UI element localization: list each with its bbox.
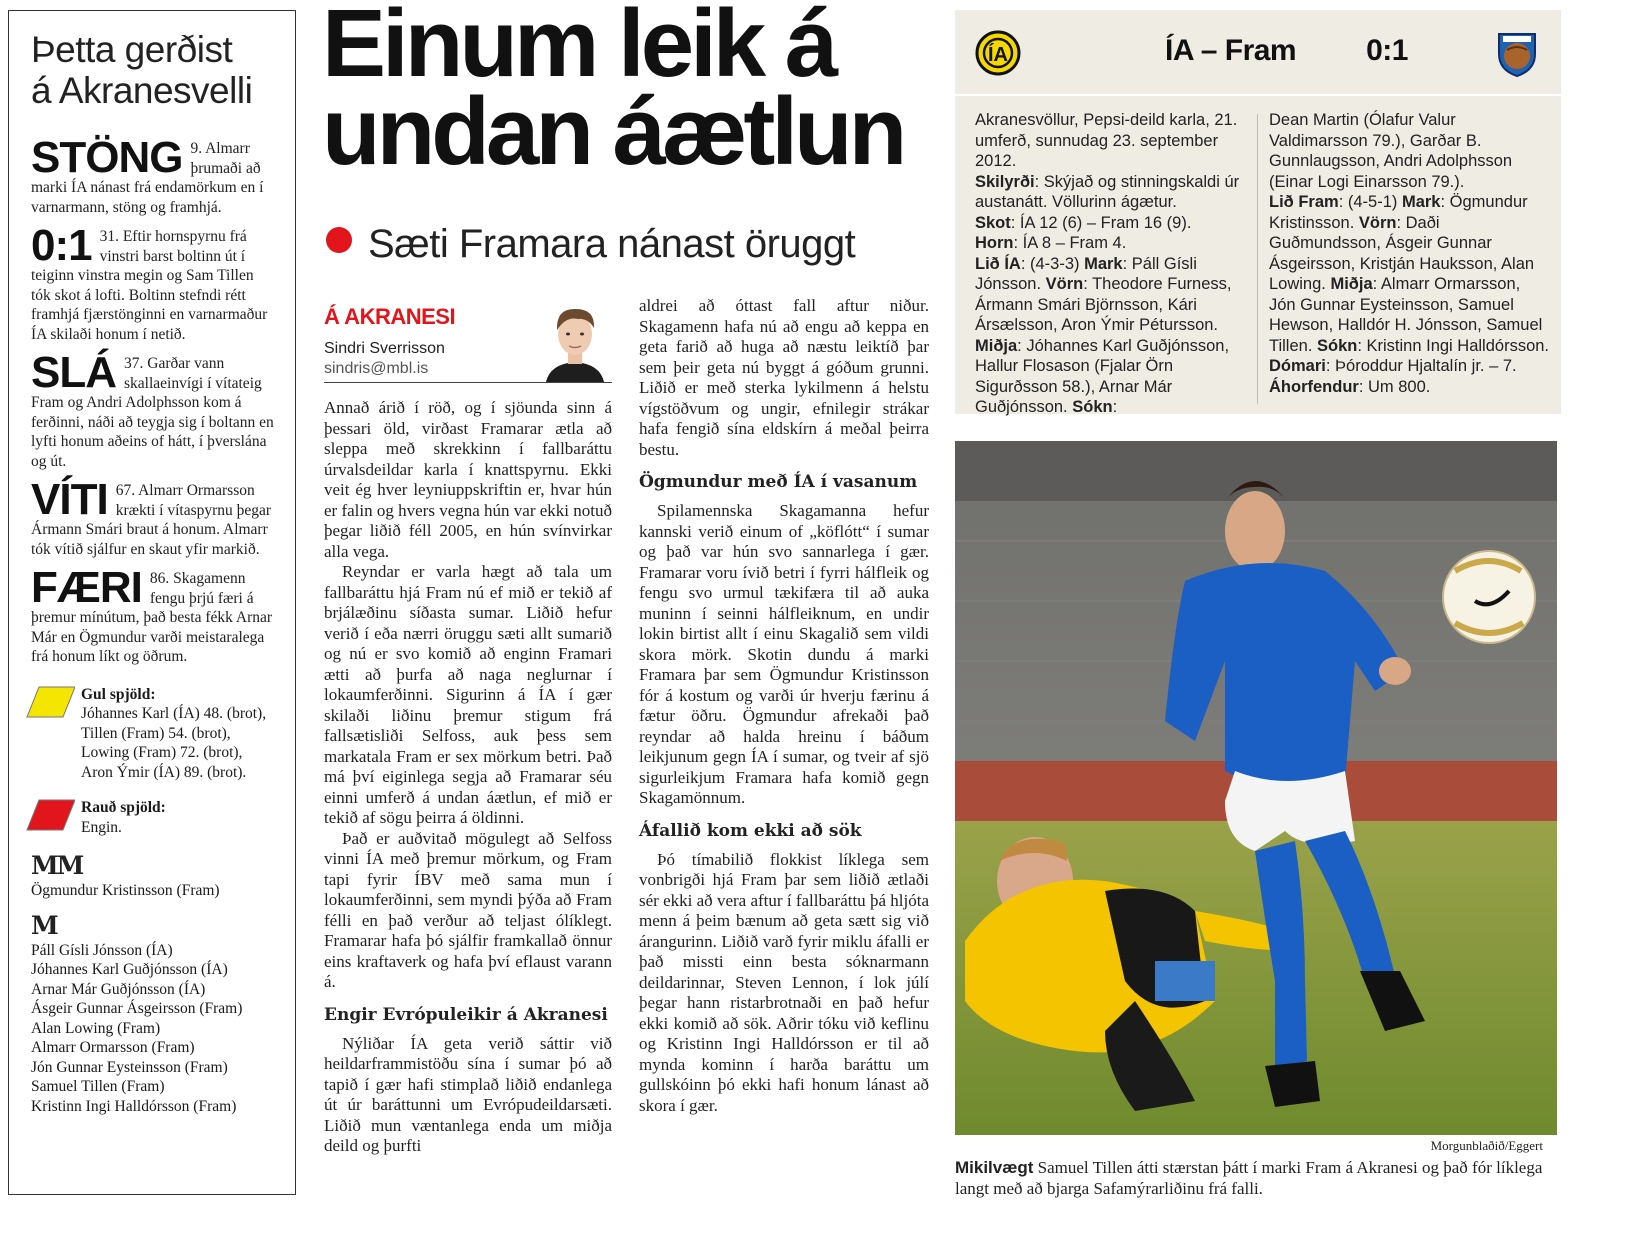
event-item <box>31 221 275 344</box>
m-rating-label: M <box>31 910 57 940</box>
fact-label: Sókn <box>1072 398 1113 416</box>
match-result <box>1165 34 1408 68</box>
football-icon <box>1443 551 1535 643</box>
fact-value: Akranesvöllur, Pepsi-deild karla, 21. umferð, sunnudag 23. september 2012. <box>975 111 1238 170</box>
fact-value: : Þóroddur Hjaltalín jr. – 7. <box>1325 357 1517 375</box>
fact-value: : <box>1112 398 1118 416</box>
event-text: 9. Almarr þrumaði að marki ÍA nánast frá endamörkum en í varnarmann, stöng og framhjá. <box>31 140 264 216</box>
event-label: STÖNG <box>31 133 183 182</box>
ia-logo-icon <box>975 30 1021 76</box>
fact-label: Vörn <box>1045 275 1084 293</box>
event-label: VÍTI <box>31 475 108 524</box>
fact-label: Miðja <box>975 336 1018 355</box>
event-text: 86. Skagamenn fengu þrjú færi á þremur mínútum, það besta fékk Arnar Már en Ögmundur varði meistaralega frá honum líkt og öðrum. <box>31 570 273 665</box>
photo-credit: Morgunblaðið/Eggert <box>1430 1138 1543 1153</box>
yellow-cards-text: Jóhannes Karl (ÍA) 48. (brot), Tillen (Fram) 54. (brot), Lowing (Fram) 72. (brot), Aron Ýmir (ÍA) 89. (brot). <box>81 705 267 781</box>
m-player: Almarr Ormarsson (Fram) <box>31 1039 195 1056</box>
event-text: 67. Almarr Ormarsson krækti í vítaspyrnu þegar Ármann Smári braut á honum. Almarr tók vítið sjálfur en skaut yfir markið. <box>31 482 272 558</box>
byline-location: Á AKRANESI <box>324 304 456 329</box>
fact-row <box>975 172 1243 213</box>
event-item <box>31 475 275 559</box>
fact-value: : Almarr Ormarsson, Jón Gunnar Eysteinsson, Samuel Hewson, Halldór H. Jónsson, Samuel Tillen. <box>1269 275 1543 355</box>
event-text: 31. Eftir hornspyrnu frá vinstri barst boltinn út í teiginn vinstra megin og Sam Tillen tók skot á lofti. Boltinn stefndi rétt framhjá fjærstönginni en varnarmaður ÍA skilaði honum í netið. <box>31 228 268 343</box>
fact-row <box>1269 192 1549 356</box>
facts-column-1 <box>975 110 1243 418</box>
mm-rating-label: MM <box>31 851 83 880</box>
football-photo <box>955 441 1557 1135</box>
fact-value: : Ögmundur Kristinsson. <box>1269 193 1528 232</box>
fact-value: : (4-5-1) <box>1338 193 1402 211</box>
match-facts-box <box>955 10 1561 414</box>
headline-line2: undan áætlun <box>322 78 904 185</box>
m-player: Samuel Tillen (Fram) <box>31 1078 165 1095</box>
fact-row <box>975 233 1243 254</box>
fact-label: Skot <box>975 213 1011 232</box>
byline-email[interactable]: sindris@mbl.is <box>324 360 429 377</box>
fact-value: : Skýjað og stinningskaldi úr austanátt. Völlurinn ágætur. <box>975 172 1240 211</box>
mm-player: Ögmundur Kristinsson (Fram) <box>31 882 220 899</box>
fact-label: Miðja <box>1330 275 1373 293</box>
event-item <box>31 133 275 217</box>
fact-value: : Daði Guðmundsson, Ásgeir Gunnar Ásgeirsson, Kristján Hauksson, Alan Lowing. <box>1269 213 1535 293</box>
article-column-2 <box>639 296 929 1116</box>
match-score: 0:1 <box>1366 34 1408 67</box>
event-item <box>31 563 275 667</box>
match-facts-header <box>955 10 1561 96</box>
article-subheading: Áfallið kom ekki að sök <box>639 820 862 841</box>
sidebar-box <box>8 10 296 1195</box>
headline <box>322 0 942 185</box>
fact-row <box>1269 377 1549 398</box>
sidebar-title <box>31 29 275 111</box>
event-item <box>31 348 275 471</box>
fact-row <box>1269 356 1549 377</box>
photo-caption <box>955 1157 1555 1199</box>
event-label: SLÁ <box>31 348 116 397</box>
caption-text: Samuel Tillen átti stærstan þátt í marki Fram á Akranesi og það fór líklega langt með að bjarga Safamýrarliðinu frá falli. <box>955 1158 1543 1198</box>
fram-logo-icon <box>1495 28 1539 78</box>
yellow-cards-title: Gul spjöld: <box>81 685 156 703</box>
yellow-card-icon <box>25 685 75 719</box>
fact-label: Vörn <box>1358 213 1397 232</box>
fact-label: Sókn <box>1317 336 1358 355</box>
red-cards <box>31 798 275 837</box>
article-paragraph: Það er auðvitað mögulegt að Selfoss vinni ÍA með þremur mörkum, og Fram tapi fyrir ÍBV með sama mun í lokaumferðinni, sem myndi þýða að Fram félli en það verður að teljast ólíklegt. Framarar hafa þó sjálfir framkallað önnur eins kraftaverk og hafa því eflaust varann á. <box>324 828 612 991</box>
fact-row <box>1269 110 1549 192</box>
fact-label: Mark <box>1084 254 1123 273</box>
event-label: 0:1 <box>31 221 92 270</box>
subheadline <box>326 222 855 267</box>
article-paragraph: Þó tímabilið flokkist líklega sem vonbrigði hjá Fram þar sem liðið ætlaði sér ekki að vera aftur í fallbaráttu þá hljóta menn á þeim bænum að geta sætt sig við árangurinn. Liðið varð fyrir miklu áfalli er það missti einn besta sóknarmann deildarinnar, Steven Lennon, í lok júlí þegar hann ristarbrotnaði en það hefur ekki komið að sök. Aðrir tóku við keflinu og Kristinn Ingi Halldórsson er til að mynda kominn í harða baráttu um gullskóinn þó ekki hafi honum lánast að skora í gær. <box>639 849 929 1115</box>
fact-value: : Theodore Furness, Ármann Smári Björnsson, Kári Ársælsson, Aron Ýmir Pétursson. <box>975 275 1232 334</box>
fact-value: : Um 800. <box>1358 377 1431 396</box>
yellow-cards <box>31 685 275 783</box>
m-player: Jóhannes Karl Guðjónsson (ÍA) <box>31 961 228 978</box>
fact-label: Mark <box>1401 193 1441 211</box>
fact-row <box>975 110 1243 172</box>
fact-label: Lið ÍA <box>975 254 1021 273</box>
m-players-list <box>31 941 275 1117</box>
article-paragraph: Reyndar er varla hægt að tala um fallbaráttu hjá Fram nú ef mið er tekið af brjálæðinu síðasta sumar. Liðið hefur verið í eða nærri öruggu sæti allt sumarið og nú er svo komið að enginn Framari ætti að þurfa að naga neglurnar í lokaumferðinni. Sigurinn á ÍA í gær skilaði liðinu þremur stigum frá fallsætisliði Selfoss, auk þess sem markatala Fram er sex mörkum betri. Það má því eiginlega segja að Framarar séu einni umferð á undan áætlun, ef mið er tekið af sögu þeirra á öldinni. <box>324 562 612 827</box>
event-label: FÆRI <box>31 563 142 612</box>
m-player: Páll Gísli Jónsson (ÍA) <box>31 941 173 959</box>
fact-label: Lið Fram <box>1269 193 1339 211</box>
red-cards-text: Engin. <box>81 818 122 836</box>
fact-value: : (4-3-3) <box>1020 254 1085 273</box>
fact-row <box>975 213 1243 234</box>
byline <box>324 298 612 383</box>
fact-value: : Kristinn Ingi Halldórsson. <box>1357 336 1550 355</box>
article-paragraph: Annað árið í röð, og í sjöunda sinn á þessari öld, virðast Framarar ætla að sleppa með skrekkinn í fallbaráttu úrvalsdeildar karla í knattspyrnu. Ekki veit ég hver leyniuppskriftin er, hvar hún er falin og hvers vegna hún var ekki notuð þegar liðið féll 2005, en hún svínvirkar alla vega. <box>324 398 612 561</box>
article-column-1 <box>324 398 612 1157</box>
headline-line1: Einum leik á <box>322 0 835 97</box>
sidebar-title-line1: Þetta gerðist <box>31 29 233 70</box>
fact-value: : Jóhannes Karl Guðjónsson, Hallur Flosason (Fjalar Örn Sigurðsson 58.), Arnar Már Guðjónsson. <box>975 336 1230 416</box>
red-cards-title: Rauð spjöld: <box>81 799 166 816</box>
subheadline-text: Sæti Framara nánast öruggt <box>368 222 856 266</box>
fact-label: Áhorfendur <box>1269 377 1359 396</box>
fact-label: Skilyrði <box>975 172 1035 191</box>
article-paragraph: aldrei að óttast fall aftur niður. Skagamenn hafa nú að engu að keppa en geta farið að huga að næstu leiktíð þar sem þeir geta nú byggt á góðum grunni. Liðið er með sterka lykilmenn á helstu vígstöðvum og ungir, efnilegir strákar hafa fengið sína eldskírn á meðal þeirra bestu. <box>639 296 929 459</box>
sidebar-title-line2: á Akranesvelli <box>31 70 253 111</box>
svg-text:ÍA: ÍA <box>988 44 1008 66</box>
article-paragraph: Nýliðar ÍA geta verið sáttir við heildarframmistöðu sína í sumar þó að tapið í gær hafi stimplað liðið endanlega út úr baráttunni um Evrópudeildarsæti. Liðið mun væntanlega enda um miðja deild og þurfti <box>324 1033 612 1155</box>
red-dot-icon <box>326 227 352 253</box>
article-subheading: Engir Evrópuleikir á Akranesi <box>324 1004 608 1025</box>
cards-section <box>31 685 275 838</box>
fact-value: : ÍA 12 (6) – Fram 16 (9). <box>1010 213 1192 232</box>
m-player: Arnar Már Guðjónsson (ÍA) <box>31 980 206 998</box>
fact-label: Horn <box>975 234 1014 252</box>
fact-value: : ÍA 8 – Fram 4. <box>1013 234 1127 252</box>
fact-value: Dean Martin (Ólafur Valur Valdimarsson 79.), Garðar B. Gunnlaugsson, Andri Adolphsson (Einar Logi Einarsson 79.). <box>1269 111 1513 191</box>
m-player: Ásgeir Gunnar Ásgeirsson (Fram) <box>31 1000 243 1017</box>
fact-value: : Páll Gísli Jónsson. <box>975 254 1197 293</box>
m-player: Jón Gunnar Eysteinsson (Fram) <box>31 1058 228 1076</box>
article-paragraph: Spilamennska Skagamanna hefur kannski verið einum of „köflótt“ í sumar og það var hún svo sannarlega í gær. Framarar voru ívið betri í fyrri hálfleik og fengu svo urmul tækifæra til að auka muninn í seinni hálfleiknum, en undir lokin birtist allt í einu Skagalið sem vildi skora mörk. Skotin dundu á marki Framara þar sem Ögmundur Kristinsson fór á kostum og varði úr hverju færinu á fætur öðru. Ögmundur afrekaði það reyndar að halda hreinu í báðum leikjunum gegn ÍA í sumar, og tveir af sjö sigurleikjum Framara hafa komið gegn Skagamönnum. <box>639 501 929 807</box>
m-player: Alan Lowing (Fram) <box>31 1019 161 1037</box>
byline-author: Sindri Sverrisson <box>324 340 445 357</box>
caption-lead: Mikilvægt <box>955 1158 1034 1177</box>
article-subheading: Ögmundur með ÍA í vasanum <box>639 472 918 492</box>
match-teams: ÍA – Fram <box>1165 34 1297 67</box>
event-text: 37. Garðar vann skallaeinvígi í vítateig Fram og Andri Adolphsson kom á ferðinni, náði að teygja sig í boltann en lyfti honum aðeins of hátt, í þverslána og út. <box>31 355 274 470</box>
m-player: Kristinn Ingi Halldórsson (Fram) <box>31 1097 237 1115</box>
facts-divider <box>1257 114 1258 404</box>
fact-label: Dómari <box>1269 357 1326 375</box>
events-list <box>31 133 275 667</box>
facts-column-2 <box>1269 110 1549 397</box>
author-photo <box>538 298 612 382</box>
fact-row <box>975 254 1243 418</box>
match-photo <box>955 441 1557 1135</box>
red-card-icon <box>25 798 75 832</box>
